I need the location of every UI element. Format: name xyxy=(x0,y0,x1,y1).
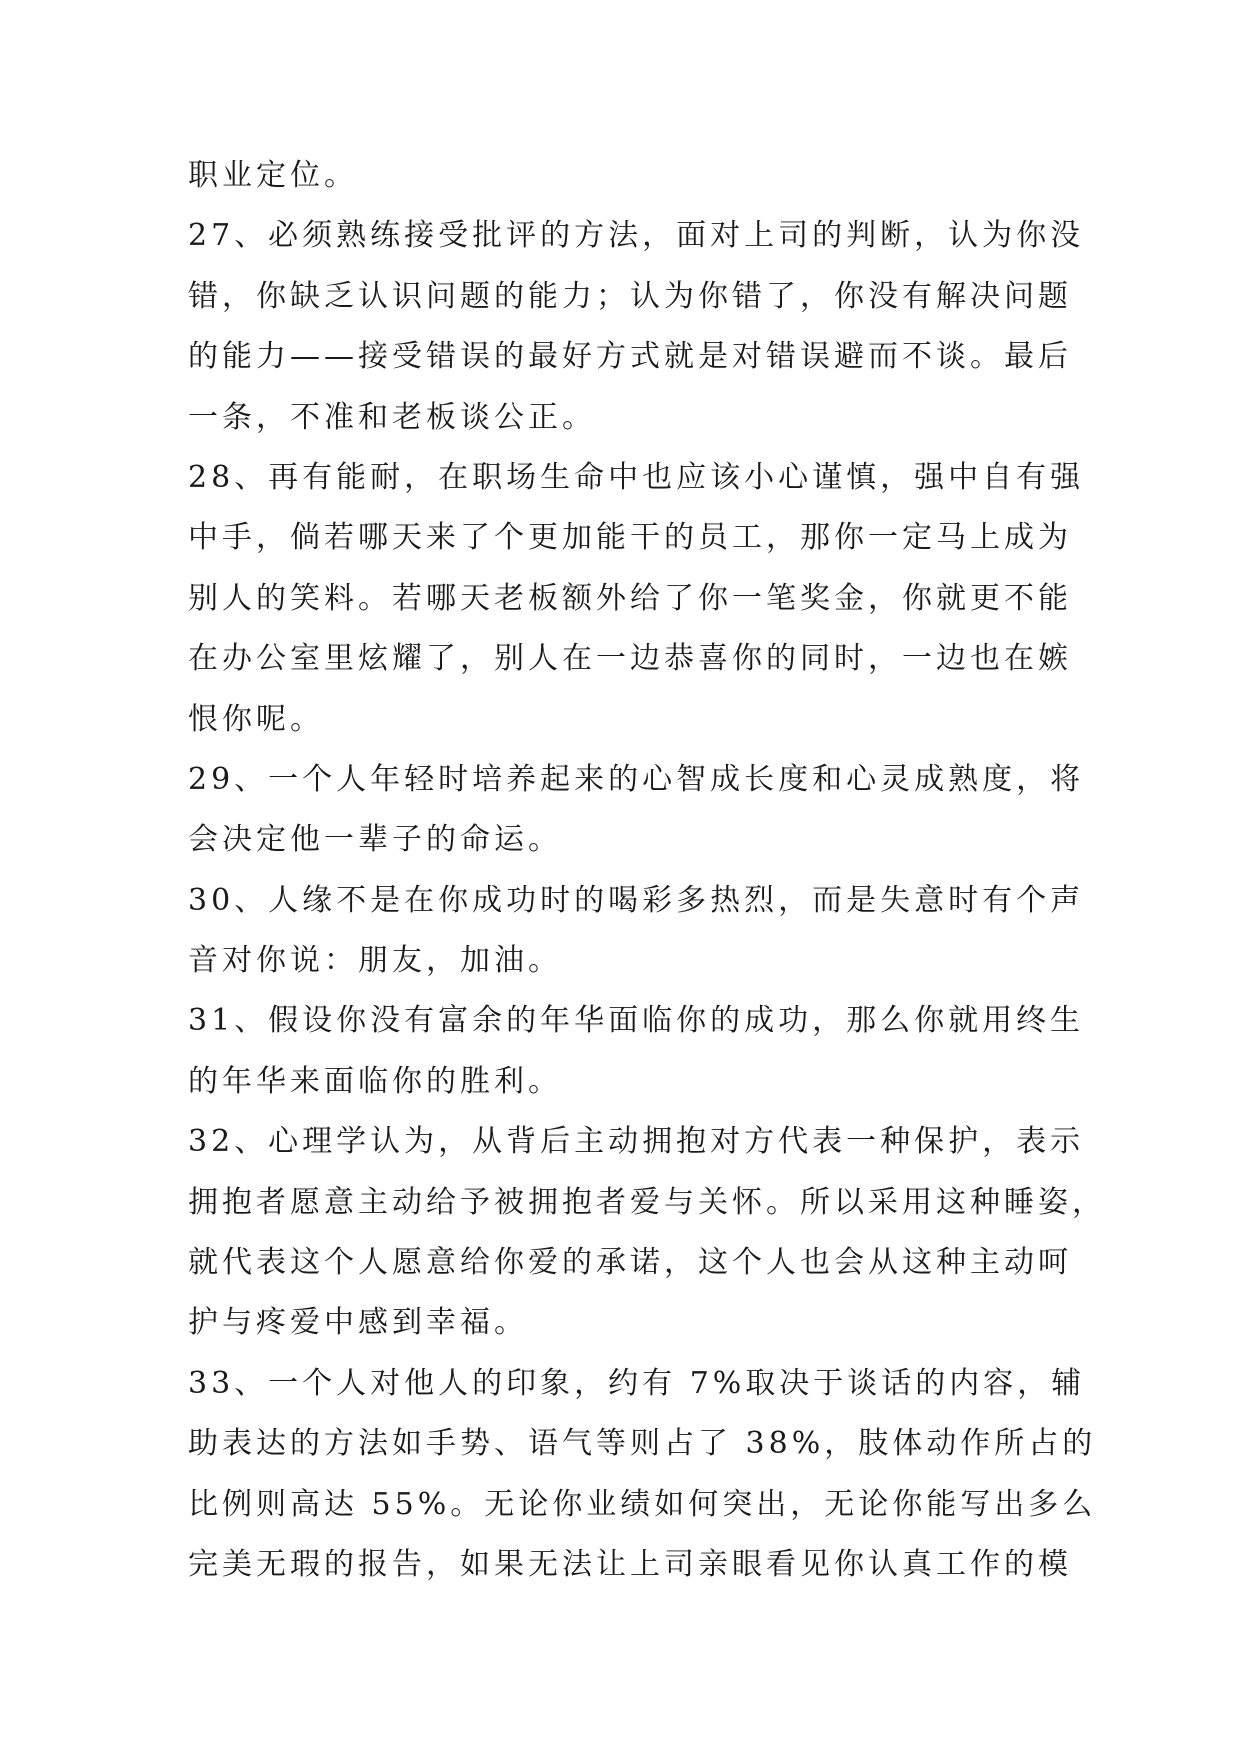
text-line: 别人的笑料。若哪天老板额外给了你一笔奖金，你就更不能 xyxy=(188,580,1072,616)
text-line: 在办公室里炫耀了，别人在一边恭喜你的同时，一边也在嫉 xyxy=(188,641,1072,677)
text-line: 错，你缺乏认识问题的能力；认为你错了，你没有解决问题 xyxy=(188,278,1072,314)
text-line: 30、人缘不是在你成功时的喝彩多热烈，而是失意时有个声 xyxy=(188,882,1085,918)
text-line: 一条，不准和老板谈公正。 xyxy=(188,399,596,435)
text-line: 会决定他一辈子的命运。 xyxy=(188,822,562,858)
document-text-body xyxy=(188,146,1106,1595)
text-line: 比例则高达 55%。无论你业绩如何突出，无论你能写出多么 xyxy=(188,1486,1097,1522)
text-line: 助表达的方法如手势、语气等则占了 38%，肢体动作所占的 xyxy=(188,1426,1097,1462)
text-line: 33、一个人对他人的印象，约有 7%取决于谈话的内容，辅 xyxy=(188,1365,1086,1401)
text-line: 拥抱者愿意主动给予被拥抱者爱与关怀。所以采用这种睡姿， xyxy=(188,1184,1106,1220)
text-line: 护与疼爱中感到幸福。 xyxy=(188,1305,528,1341)
text-line: 就代表这个人愿意给你爱的承诺，这个人也会从这种主动呵 xyxy=(188,1245,1072,1281)
text-line: 职业定位。 xyxy=(188,158,358,193)
text-line: 恨你呢。 xyxy=(188,701,324,737)
text-line: 音对你说：朋友，加油。 xyxy=(188,943,562,979)
text-line: 31、假设你没有富余的年华面临你的成功，那么你就用终生 xyxy=(188,1003,1085,1039)
text-line: 中手，倘若哪天来了个更加能干的员工，那你一定马上成为 xyxy=(188,520,1072,556)
text-line: 27、必须熟练接受批评的方法，面对上司的判断，认为你没 xyxy=(188,218,1085,254)
text-line: 29、一个人年轻时培养起来的心智成长度和心灵成熟度，将 xyxy=(188,761,1085,797)
text-line: 28、再有能耐，在职场生命中也应该小心谨慎，强中自有强 xyxy=(188,459,1085,495)
text-line: 的能力——接受错误的最好方式就是对错误避而不谈。最后 xyxy=(188,339,1072,375)
text-line: 的年华来面临你的胜利。 xyxy=(188,1063,562,1099)
text-line: 完美无瑕的报告，如果无法让上司亲眼看见你认真工作的模 xyxy=(188,1546,1072,1582)
text-line: 32、心理学认为，从背后主动拥抱对方代表一种保护，表示 xyxy=(188,1124,1085,1160)
